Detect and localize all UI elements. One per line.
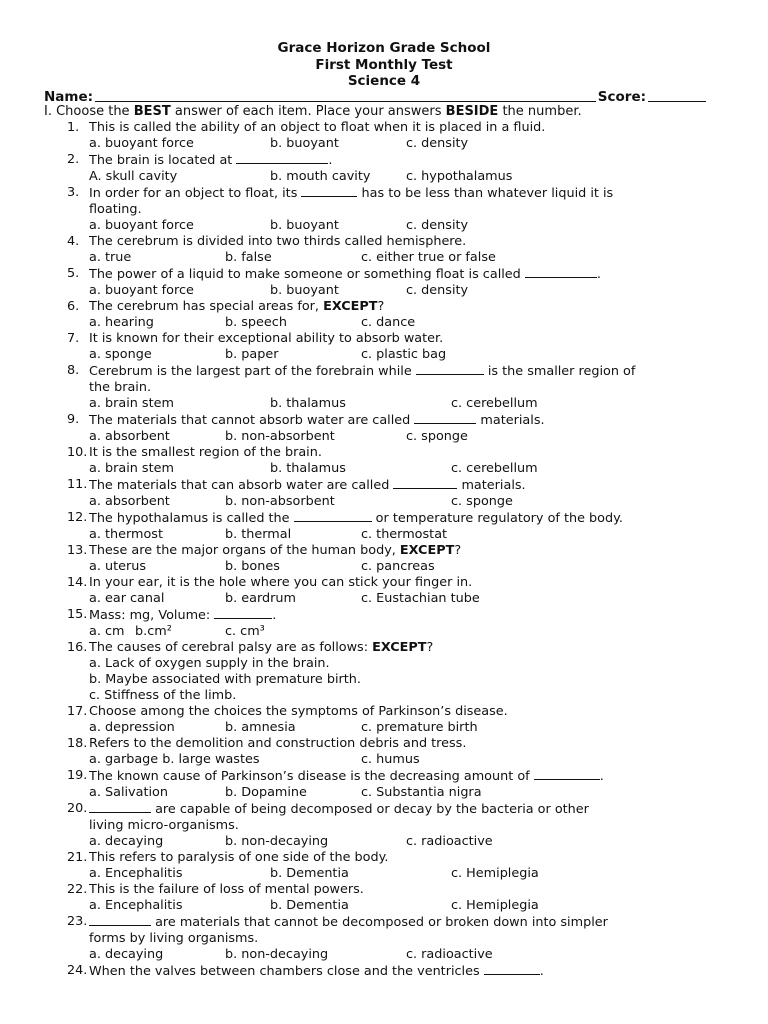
question-number: 15.	[67, 607, 88, 622]
answer-choice[interactable]: c. either true or false	[361, 250, 496, 265]
answer-choice[interactable]: b. paper	[225, 347, 279, 362]
answer-blank[interactable]	[89, 914, 151, 926]
question-number: 11.	[67, 477, 88, 492]
question-item	[0, 850, 768, 882]
answer-choice[interactable]: b. buoyant	[270, 218, 339, 233]
answer-choice[interactable]: b. mouth cavity	[270, 169, 371, 184]
question-text: In order for an object to float, its has to be less than whatever liquid it is floating.	[89, 186, 614, 217]
test-header	[0, 40, 768, 90]
answer-choice[interactable]: a. cm	[89, 624, 125, 639]
question-number: 21.	[67, 850, 88, 865]
question-text: When the valves between chambers close and the ventricles .	[89, 964, 544, 979]
answer-choice[interactable]: c. dance	[361, 315, 416, 330]
question-item	[0, 914, 768, 963]
answer-blank[interactable]	[534, 768, 600, 780]
answer-choice[interactable]: b. bones	[225, 559, 280, 574]
instructions-text: answer of each item. Place your answers	[170, 104, 446, 119]
question-text: Mass: mg, Volume: .	[89, 608, 277, 623]
question-text: It is known for their exceptional ability to absorb water.	[89, 331, 444, 346]
name-label: Name:	[44, 89, 94, 105]
answer-choice[interactable]: a. buoyant force	[89, 218, 194, 233]
answer-choice[interactable]: a. true	[89, 250, 132, 265]
question-number: 3.	[67, 185, 80, 200]
answer-choice[interactable]: b. non-absorbent	[225, 494, 335, 509]
question-number: 2.	[67, 152, 80, 167]
answer-choice[interactable]: b.cm²	[135, 624, 172, 639]
answer-choice[interactable]: c. Hemiplegia	[451, 866, 539, 881]
answer-choice[interactable]: a. Salivation	[89, 785, 168, 800]
question-item	[0, 801, 768, 850]
question-number: 14.	[67, 575, 88, 590]
answer-blank[interactable]	[89, 801, 151, 813]
question-number: 17.	[67, 704, 88, 719]
name-field-line[interactable]	[95, 101, 596, 102]
question-item	[0, 477, 768, 510]
answer-choice[interactable]: c. radioactive	[406, 947, 493, 962]
question-item	[0, 299, 768, 331]
answer-choice[interactable]: b. non-decaying	[225, 947, 329, 962]
answer-choice[interactable]: c. Stiffness of the limb.	[89, 688, 237, 703]
question-number: 7.	[67, 331, 80, 346]
answer-blank[interactable]	[214, 607, 272, 619]
question-number: 24.	[67, 963, 88, 978]
answer-choice[interactable]: a. decaying	[89, 947, 164, 962]
answer-choice[interactable]: c. cm³	[225, 624, 265, 639]
instructions-text: the number.	[498, 104, 582, 119]
answer-choice[interactable]: a. decaying	[89, 834, 164, 849]
answer-choice[interactable]: a. Encephalitis	[89, 898, 183, 913]
answer-choice[interactable]: b. amnesia	[225, 720, 296, 735]
score-label: Score:	[597, 89, 646, 105]
answer-choice[interactable]: a. Lack of oxygen supply in the brain.	[89, 656, 330, 671]
answer-choice[interactable]: a. garbage b. large wastes	[89, 752, 260, 767]
answer-choice[interactable]: c. thermostat	[361, 527, 448, 542]
answer-choice[interactable]: c. density	[406, 136, 469, 151]
answer-blank[interactable]	[416, 363, 484, 375]
question-text: Choose among the choices the symptoms of Parkinson’s disease.	[89, 704, 508, 719]
answer-choice[interactable]: b. buoyant	[270, 136, 339, 151]
question-item	[0, 445, 768, 477]
test-title: First Monthly Test	[315, 56, 453, 73]
question-number: 18.	[67, 736, 88, 751]
question-item	[0, 234, 768, 266]
question-item	[0, 152, 768, 185]
question-number: 6.	[67, 299, 80, 314]
question-text: The power of a liquid to make someone or something float is called .	[89, 267, 601, 282]
answer-blank[interactable]	[484, 963, 540, 975]
answer-choice[interactable]: b. non-decaying	[225, 834, 329, 849]
question-text: Refers to the demolition and construction debris and tress.	[89, 736, 467, 751]
question-item	[0, 543, 768, 575]
answer-choice[interactable]: c. sponge	[406, 429, 468, 444]
question-text: This is called the ability of an object to float when it is placed in a fluid.	[89, 120, 546, 135]
question-item	[0, 736, 768, 768]
answer-blank[interactable]	[294, 510, 372, 522]
question-text: The hypothalamus is called the or temperature regulatory of the body.	[89, 511, 623, 526]
question-item	[0, 963, 768, 980]
answer-choice[interactable]: a. absorbent	[89, 429, 170, 444]
answer-blank[interactable]	[393, 477, 457, 489]
answer-choice[interactable]: a. hearing	[89, 315, 154, 330]
answer-choice[interactable]: a. uterus	[89, 559, 147, 574]
answer-choice[interactable]: b. false	[225, 250, 272, 265]
answer-choice[interactable]: b. non-absorbent	[225, 429, 335, 444]
question-item	[0, 882, 768, 914]
question-text: This is the failure of loss of mental powers.	[89, 882, 364, 897]
answer-choice[interactable]: b. Dementia	[270, 898, 349, 913]
question-text: The cerebrum is divided into two thirds called hemisphere.	[89, 234, 467, 249]
question-number: 23.	[67, 914, 88, 929]
instructions	[44, 104, 708, 120]
question-number: 13.	[67, 543, 88, 558]
answer-choice[interactable]: a. ear canal	[89, 591, 165, 606]
answer-choice[interactable]: a. buoyant force	[89, 283, 194, 298]
question-text: The cerebrum has special areas for, EXCEPT?	[89, 299, 385, 314]
question-number: 4.	[67, 234, 80, 249]
answer-choice[interactable]: b. Dementia	[270, 866, 349, 881]
score-field-line[interactable]	[648, 101, 706, 102]
question-text: The causes of cerebral palsy are as follows: EXCEPT?	[89, 640, 434, 655]
question-item	[0, 704, 768, 736]
answer-choice[interactable]: c. humus	[361, 752, 420, 767]
answer-choice[interactable]: c. cerebellum	[451, 396, 538, 411]
answer-choice[interactable]: c. density	[406, 283, 469, 298]
answer-blank[interactable]	[414, 412, 476, 424]
answer-choice[interactable]: c. plastic bag	[361, 347, 447, 362]
name-score-row	[44, 89, 706, 105]
question-text: are materials that cannot be decomposed or broken down into simpler forms by living organisms.	[89, 915, 608, 946]
question-number: 12.	[67, 510, 88, 525]
answer-choice[interactable]: b. speech	[225, 315, 287, 330]
answer-choice[interactable]: c. Hemiplegia	[451, 898, 539, 913]
question-item	[0, 607, 768, 640]
answer-choice[interactable]: a. depression	[89, 720, 175, 735]
answer-choice[interactable]: b. thalamus	[270, 396, 346, 411]
question-text: are capable of being decomposed or decay by the bacteria or other living micro-organisms.	[89, 802, 589, 833]
question-item	[0, 266, 768, 299]
question-number: 9.	[67, 412, 80, 427]
question-text: It is the smallest region of the brain.	[89, 445, 322, 460]
answer-blank[interactable]	[525, 266, 597, 278]
answer-choice[interactable]: b. Dopamine	[225, 785, 307, 800]
answer-choice[interactable]: a. thermost	[89, 527, 163, 542]
instructions-text: I. Choose the	[44, 104, 134, 119]
instructions-emphasis: BESIDE	[445, 104, 499, 119]
answer-choice[interactable]: a. brain stem	[89, 461, 174, 476]
question-item	[0, 575, 768, 607]
answer-choice[interactable]: c. density	[406, 218, 469, 233]
question-item	[0, 331, 768, 363]
question-text: The known cause of Parkinson’s disease is the decreasing amount of .	[89, 769, 604, 784]
question-item	[0, 120, 768, 152]
answer-choice[interactable]: b. buoyant	[270, 283, 339, 298]
question-number: 22.	[67, 882, 88, 897]
answer-choice[interactable]: a. buoyant force	[89, 136, 194, 151]
answer-choice[interactable]: a. brain stem	[89, 396, 174, 411]
question-number: 5.	[67, 266, 80, 281]
question-text: The brain is located at .	[89, 153, 333, 168]
answer-choice[interactable]: b. thalamus	[270, 461, 346, 476]
answer-choice[interactable]: b. eardrum	[225, 591, 296, 606]
question-text: Cerebrum is the largest part of the forebrain while is the smaller region of the brain.	[89, 364, 636, 395]
question-number: 19.	[67, 768, 88, 783]
answer-choice[interactable]: A. skull cavity	[89, 169, 178, 184]
answer-choice[interactable]: c. premature birth	[361, 720, 478, 735]
question-item	[0, 185, 768, 234]
school-name: Grace Horizon Grade School	[277, 40, 491, 56]
question-number: 16.	[67, 640, 88, 655]
answer-choice[interactable]: c. sponge	[451, 494, 513, 509]
question-text: These are the major organs of the human body, EXCEPT?	[89, 543, 462, 558]
answer-choice[interactable]: c. Eustachian tube	[361, 591, 480, 606]
answer-choice[interactable]: a. sponge	[89, 347, 152, 362]
question-text: The materials that can absorb water are called materials.	[89, 478, 526, 493]
question-item	[0, 412, 768, 445]
question-number: 20.	[67, 801, 88, 816]
question-item	[0, 768, 768, 801]
question-number: 10.	[67, 445, 88, 460]
question-item	[0, 363, 768, 412]
answer-choice[interactable]: c. cerebellum	[451, 461, 538, 476]
answer-choice[interactable]: c. radioactive	[406, 834, 493, 849]
answer-blank[interactable]	[301, 185, 357, 197]
question-item	[0, 640, 768, 704]
question-number: 1.	[67, 120, 80, 135]
subject-title: Science 4	[347, 73, 421, 89]
answer-choice[interactable]: c. pancreas	[361, 559, 435, 574]
question-text: This refers to paralysis of one side of the body.	[89, 850, 389, 865]
answer-choice[interactable]: c. Substantia nigra	[361, 785, 482, 800]
instructions-emphasis: BEST	[133, 104, 171, 119]
question-number: 8.	[67, 363, 80, 378]
question-list	[0, 120, 768, 980]
question-item	[0, 510, 768, 543]
answer-choice[interactable]: b. thermal	[225, 527, 292, 542]
answer-blank[interactable]	[236, 152, 328, 164]
question-text: The materials that cannot absorb water are called materials.	[89, 413, 545, 428]
answer-choice[interactable]: c. hypothalamus	[406, 169, 513, 184]
question-text: In your ear, it is the hole where you can stick your finger in.	[89, 575, 473, 590]
answer-choice[interactable]: b. Maybe associated with premature birth.	[89, 672, 361, 687]
answer-choice[interactable]: a. Encephalitis	[89, 866, 183, 881]
answer-choice[interactable]: a. absorbent	[89, 494, 170, 509]
